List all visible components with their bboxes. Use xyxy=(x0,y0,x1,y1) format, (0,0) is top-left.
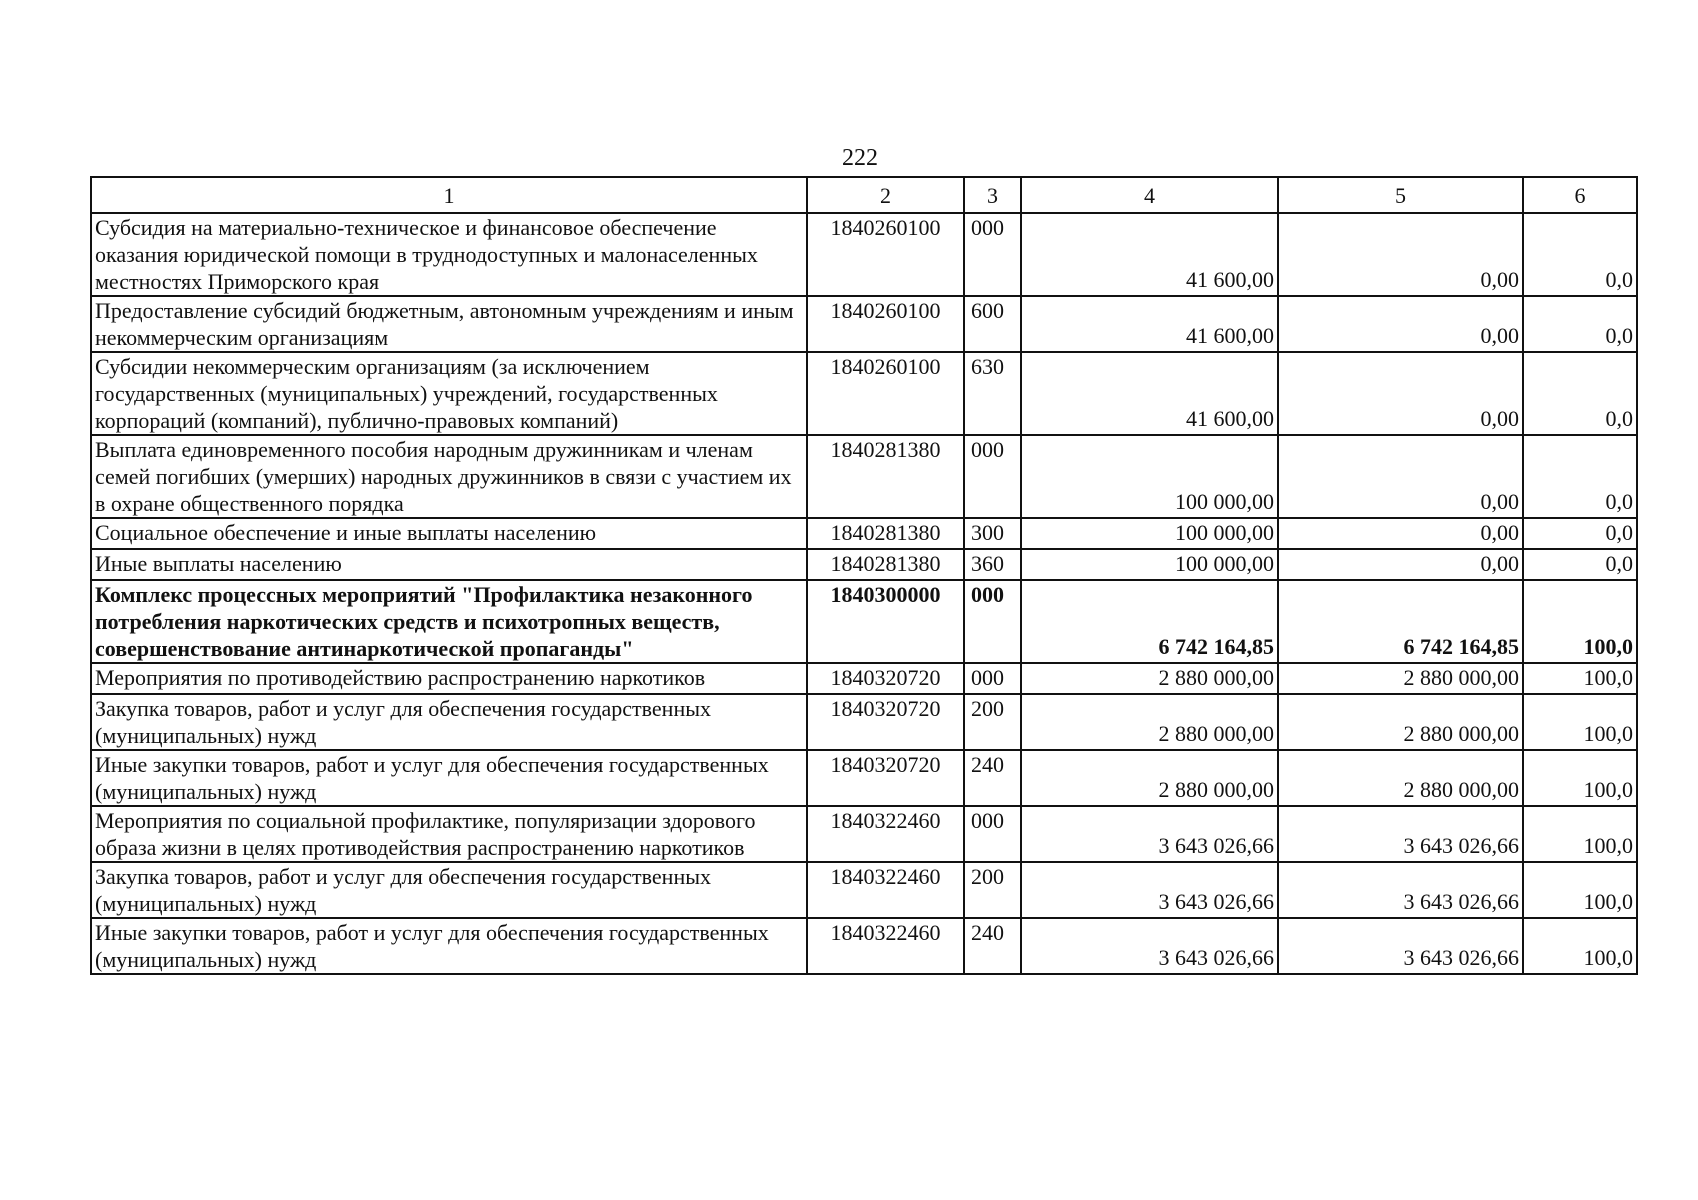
row-code: 1840320720 xyxy=(807,750,964,806)
row-fact: 0,00 xyxy=(1278,296,1523,352)
table-row xyxy=(91,580,1637,663)
table-row xyxy=(91,750,1637,806)
row-plan: 3 643 026,66 xyxy=(1021,806,1278,862)
row-fact: 0,00 xyxy=(1278,518,1523,549)
row-code: 1840320720 xyxy=(807,663,964,694)
row-fact: 2 880 000,00 xyxy=(1278,694,1523,750)
row-plan: 100 000,00 xyxy=(1021,435,1278,518)
row-type: 240 xyxy=(964,750,1021,806)
row-fact: 0,00 xyxy=(1278,213,1523,296)
row-percent: 100,0 xyxy=(1523,694,1637,750)
row-code: 1840320720 xyxy=(807,694,964,750)
row-name: Иные закупки товаров, работ и услуг для обеспечения государственных (муниципальных) нужд xyxy=(91,918,807,974)
row-type: 200 xyxy=(964,862,1021,918)
row-type: 000 xyxy=(964,435,1021,518)
row-code: 1840281380 xyxy=(807,518,964,549)
row-plan: 100 000,00 xyxy=(1021,518,1278,549)
row-code: 1840322460 xyxy=(807,806,964,862)
row-plan: 6 742 164,85 xyxy=(1021,580,1278,663)
row-percent: 100,0 xyxy=(1523,806,1637,862)
header-row xyxy=(91,177,1637,213)
table-row xyxy=(91,663,1637,694)
row-code: 1840300000 xyxy=(807,580,964,663)
row-code: 1840281380 xyxy=(807,435,964,518)
table-row xyxy=(91,296,1637,352)
table-row xyxy=(91,352,1637,435)
page-number: 222 xyxy=(842,145,878,171)
row-name: Субсидии некоммерческим организациям (за исключением государственных (муниципальных) учреждений, государственных корпораций (компаний), публично-правовых компаний) xyxy=(91,352,807,435)
row-percent: 0,0 xyxy=(1523,352,1637,435)
header-cell-4: 4 xyxy=(1021,177,1278,213)
row-percent: 100,0 xyxy=(1523,750,1637,806)
row-name: Закупка товаров, работ и услуг для обеспечения государственных (муниципальных) нужд xyxy=(91,694,807,750)
row-percent: 0,0 xyxy=(1523,213,1637,296)
table-row xyxy=(91,694,1637,750)
row-fact: 3 643 026,66 xyxy=(1278,918,1523,974)
row-fact: 0,00 xyxy=(1278,352,1523,435)
row-percent: 100,0 xyxy=(1523,918,1637,974)
row-name: Комплекс процессных мероприятий "Профилактика незаконного потребления наркотических средств и психотропных веществ, совершенствование антинаркотической пропаганды" xyxy=(91,580,807,663)
row-type: 000 xyxy=(964,806,1021,862)
row-code: 1840260100 xyxy=(807,213,964,296)
row-type: 240 xyxy=(964,918,1021,974)
header-cell-2: 2 xyxy=(807,177,964,213)
row-fact: 3 643 026,66 xyxy=(1278,806,1523,862)
row-percent: 100,0 xyxy=(1523,580,1637,663)
row-code: 1840281380 xyxy=(807,549,964,580)
row-name: Выплата единовременного пособия народным дружинникам и членам семей погибших (умерших) народных дружинников в связи с участием их в охране общественного порядка xyxy=(91,435,807,518)
row-type: 000 xyxy=(964,213,1021,296)
row-fact: 6 742 164,85 xyxy=(1278,580,1523,663)
budget-table xyxy=(90,176,1638,975)
row-code: 1840322460 xyxy=(807,918,964,974)
header-cell-6: 6 xyxy=(1523,177,1637,213)
row-percent: 100,0 xyxy=(1523,862,1637,918)
row-fact: 2 880 000,00 xyxy=(1278,663,1523,694)
row-type: 300 xyxy=(964,518,1021,549)
header-cell-1: 1 xyxy=(91,177,807,213)
row-plan: 3 643 026,66 xyxy=(1021,918,1278,974)
row-plan: 2 880 000,00 xyxy=(1021,750,1278,806)
row-fact: 0,00 xyxy=(1278,549,1523,580)
table-row xyxy=(91,518,1637,549)
row-type: 000 xyxy=(964,663,1021,694)
table-row xyxy=(91,918,1637,974)
row-percent: 0,0 xyxy=(1523,435,1637,518)
row-plan: 2 880 000,00 xyxy=(1021,694,1278,750)
table-row xyxy=(91,549,1637,580)
row-name: Предоставление субсидий бюджетным, автономным учреждениям и иным некоммерческим организациям xyxy=(91,296,807,352)
row-type: 200 xyxy=(964,694,1021,750)
row-type: 600 xyxy=(964,296,1021,352)
table-row xyxy=(91,435,1637,518)
table-row xyxy=(91,806,1637,862)
row-fact: 0,00 xyxy=(1278,435,1523,518)
row-percent: 0,0 xyxy=(1523,549,1637,580)
row-plan: 3 643 026,66 xyxy=(1021,862,1278,918)
row-name: Закупка товаров, работ и услуг для обеспечения государственных (муниципальных) нужд xyxy=(91,862,807,918)
row-type: 630 xyxy=(964,352,1021,435)
row-name: Субсидия на материально-техническое и финансовое обеспечение оказания юридической помощи в труднодоступных и малонаселенных местностях Приморского края xyxy=(91,213,807,296)
row-percent: 0,0 xyxy=(1523,518,1637,549)
row-fact: 3 643 026,66 xyxy=(1278,862,1523,918)
table-row xyxy=(91,862,1637,918)
row-code: 1840260100 xyxy=(807,352,964,435)
row-fact: 2 880 000,00 xyxy=(1278,750,1523,806)
row-type: 000 xyxy=(964,580,1021,663)
row-plan: 41 600,00 xyxy=(1021,352,1278,435)
row-plan: 100 000,00 xyxy=(1021,549,1278,580)
row-code: 1840260100 xyxy=(807,296,964,352)
row-plan: 41 600,00 xyxy=(1021,213,1278,296)
header-cell-5: 5 xyxy=(1278,177,1523,213)
row-code: 1840322460 xyxy=(807,862,964,918)
row-name: Иные выплаты населению xyxy=(91,549,807,580)
table-row xyxy=(91,213,1637,296)
row-name: Мероприятия по социальной профилактике, популяризации здорового образа жизни в целях противодействия распространению наркотиков xyxy=(91,806,807,862)
row-type: 360 xyxy=(964,549,1021,580)
row-plan: 2 880 000,00 xyxy=(1021,663,1278,694)
row-percent: 0,0 xyxy=(1523,296,1637,352)
row-name: Социальное обеспечение и иные выплаты населению xyxy=(91,518,807,549)
row-percent: 100,0 xyxy=(1523,663,1637,694)
row-name: Иные закупки товаров, работ и услуг для обеспечения государственных (муниципальных) нужд xyxy=(91,750,807,806)
row-plan: 41 600,00 xyxy=(1021,296,1278,352)
header-cell-3: 3 xyxy=(964,177,1021,213)
row-name: Мероприятия по противодействию распространению наркотиков xyxy=(91,663,807,694)
